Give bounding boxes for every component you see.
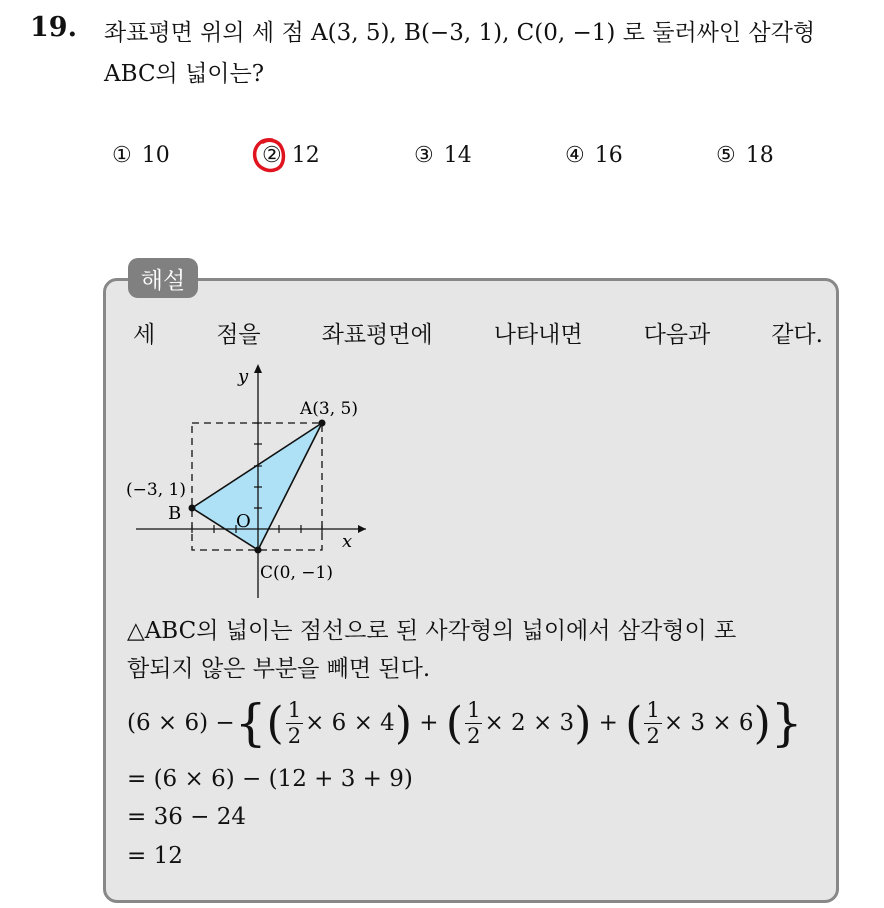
choice-mark: ④	[565, 143, 585, 168]
formula-close-paren: )	[394, 697, 412, 749]
choice-value: 14	[443, 143, 472, 168]
formula-close-brace: }	[770, 694, 803, 752]
fraction-denominator: 2	[467, 723, 481, 748]
intro-word: 좌표평면에	[321, 322, 433, 348]
point-a	[319, 420, 326, 427]
formula-close-paren: )	[574, 697, 592, 749]
formula-half-fraction	[644, 697, 661, 748]
x-axis-label: x	[342, 531, 353, 552]
intro-word: 점을	[216, 322, 261, 348]
solution-step2: = 36 − 24	[127, 804, 247, 830]
formula-term2: × 2 × 3	[484, 710, 575, 736]
question-text-line2: ABC의 넓이는?	[104, 61, 265, 87]
fraction-numerator: 1	[467, 697, 481, 722]
formula-half-fraction	[286, 697, 303, 748]
fraction-numerator: 1	[646, 697, 660, 722]
fraction-denominator: 2	[287, 723, 302, 748]
answer-circle-icon	[252, 136, 286, 174]
choice-mark: ③	[414, 143, 434, 168]
fraction-numerator: 1	[287, 697, 302, 722]
solution-text-line1: △ABC의 넓이는 점선으로 된 사각형의 넓이에서 삼각형이 포	[127, 618, 737, 644]
formula-open-brace: {	[234, 694, 267, 752]
choice-mark: ⑤	[716, 143, 736, 168]
formula-open-paren: (	[445, 697, 464, 749]
point-c	[255, 547, 262, 554]
intro-word: 나타내면	[493, 322, 583, 348]
choice-mark: ①	[112, 143, 132, 168]
intro-word: 세	[133, 322, 156, 348]
formula-plus: +	[411, 710, 446, 736]
intro-word: 다음과	[643, 322, 711, 348]
choice-3[interactable]	[414, 143, 472, 168]
formula-term3: × 3 × 6	[663, 710, 754, 736]
point-b-label: B	[168, 503, 182, 524]
choice-mark: ②	[262, 143, 282, 168]
choice-value: 16	[594, 143, 623, 168]
fraction-denominator: 2	[646, 723, 660, 748]
formula-open-paren: (	[625, 697, 643, 749]
formula-close-paren: )	[753, 697, 771, 749]
point-b-coord-label: (−3, 1)	[126, 480, 186, 500]
coordinate-graph	[120, 360, 380, 600]
formula-start: (6 × 6) −	[127, 710, 235, 736]
solution-intro	[133, 316, 823, 349]
choice-value: 12	[291, 143, 320, 168]
y-axis-label: y	[238, 366, 249, 387]
choice-4[interactable]	[565, 143, 623, 168]
formula-half-fraction	[465, 697, 482, 748]
question-number: 19.	[30, 12, 77, 43]
choice-1[interactable]	[112, 143, 170, 168]
choice-value: 18	[745, 143, 774, 168]
solution-tag: 해설	[128, 258, 198, 298]
point-a-label: A(3, 5)	[300, 399, 358, 419]
intro-word: 같다.	[771, 322, 823, 348]
point-b	[189, 505, 196, 512]
solution-text-line2: 함되지 않은 부분을 빼면 된다.	[127, 656, 431, 682]
solution-step1: = (6 × 6) − (12 + 3 + 9)	[127, 766, 413, 792]
solution-step3: = 12	[127, 843, 183, 869]
point-c-label: C(0, −1)	[260, 563, 333, 583]
y-axis-arrow-icon	[254, 364, 262, 373]
question-text-line1: 좌표평면 위의 세 점 A(3, 5), B(−3, 1), C(0, −1) 로 둘러싸인 삼각형	[104, 20, 816, 46]
formula-open-paren: (	[266, 697, 284, 749]
formula-plus: +	[591, 710, 626, 736]
choice-5[interactable]	[716, 143, 774, 168]
formula-term1: × 6 × 4	[305, 710, 395, 736]
solution-formula	[127, 694, 803, 752]
choice-value: 10	[141, 143, 170, 168]
origin-label: O	[236, 511, 251, 532]
x-axis-arrow-icon	[358, 525, 366, 533]
